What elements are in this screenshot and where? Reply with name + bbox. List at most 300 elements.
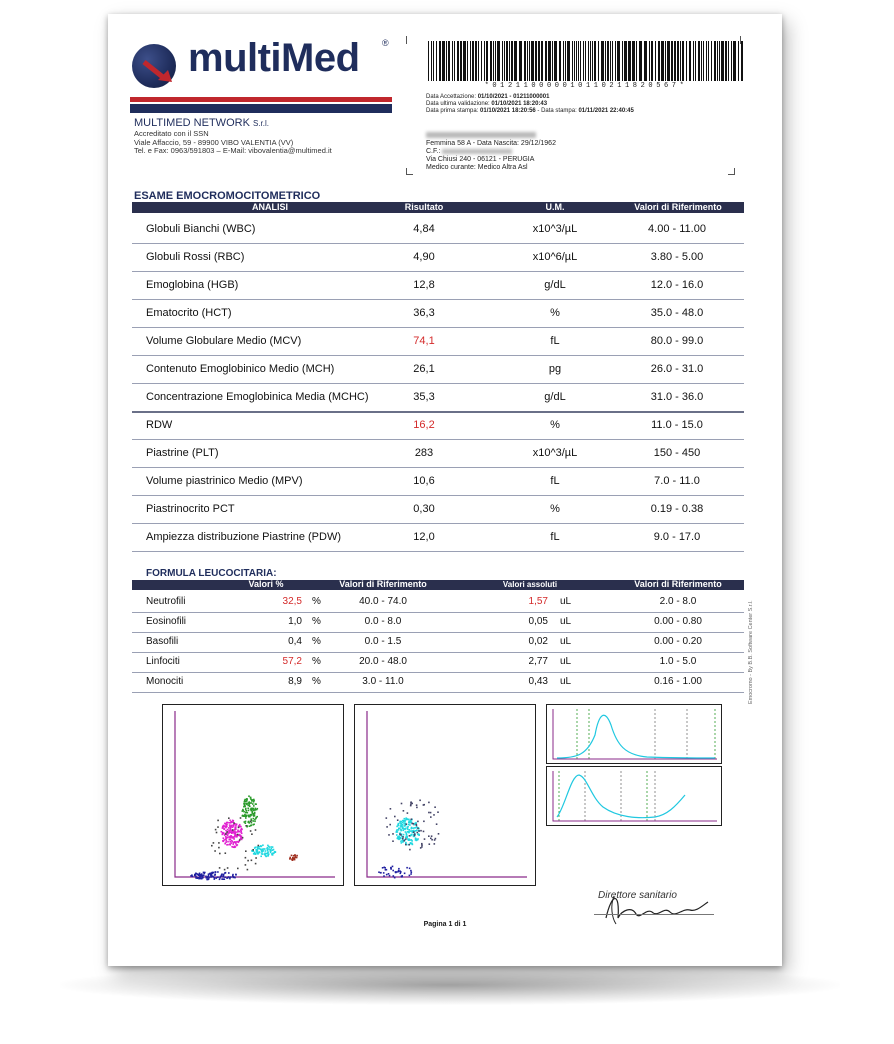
barcode-bar: [598, 41, 599, 81]
analysis-name: Contenuto Emoglobinico Medio (MCH): [146, 363, 335, 375]
plot-point: [228, 817, 230, 819]
pct-reference: 0.0 - 1.5: [364, 636, 402, 647]
plot-point: [251, 808, 253, 810]
plot-point: [410, 805, 412, 807]
plot-point: [411, 828, 413, 830]
barcode-bar: [601, 41, 604, 81]
plot-point: [245, 801, 247, 803]
plot-point: [428, 812, 430, 814]
pct-reference: 3.0 - 11.0: [362, 676, 404, 687]
exam-row: [132, 243, 744, 272]
plot-point: [386, 826, 388, 828]
plot-point: [239, 831, 241, 833]
barcode-bar: [541, 41, 543, 81]
unit-value: x10^6/µL: [532, 251, 578, 263]
barcode-bar: [580, 41, 581, 81]
plot-point: [253, 813, 255, 815]
barcode-bar: [677, 41, 679, 81]
plot-point: [403, 834, 405, 836]
plot-point: [217, 826, 219, 828]
plot-point: [218, 842, 220, 844]
plot-point: [404, 820, 406, 822]
unit-value: %: [550, 419, 560, 431]
barcode-bar: [708, 41, 709, 81]
plot-point: [396, 826, 398, 828]
plot-point: [227, 841, 229, 843]
plot-point: [410, 801, 412, 803]
wbc-scatterplot: [162, 704, 344, 886]
header-valori-assoluti: Valori assoluti: [502, 580, 558, 589]
plot-point: [403, 821, 405, 823]
corner-mark: [406, 168, 413, 175]
plot-point: [406, 867, 408, 869]
barcode-bar: [493, 41, 494, 81]
plot-point: [241, 833, 243, 835]
plot-point: [268, 846, 270, 848]
plot-point: [402, 841, 404, 843]
abs-reference: 0.00 - 0.80: [654, 616, 702, 627]
plot-point: [241, 829, 243, 831]
plot-point: [237, 868, 239, 870]
plot-point: [218, 847, 220, 849]
plot-point: [247, 860, 249, 862]
abs-value: 1,57: [528, 596, 548, 607]
plot-point: [411, 818, 413, 820]
plot-point: [211, 873, 213, 875]
header-um: U.M.: [545, 202, 565, 212]
plot-point: [252, 849, 254, 851]
plot-point: [265, 850, 267, 852]
plot-point: [413, 831, 415, 833]
plot-point: [428, 802, 430, 804]
barcode-bar: [442, 41, 445, 81]
exam-title: ESAME EMOCROMOCITOMETRICO: [134, 190, 321, 202]
histogram-curve: [557, 715, 715, 758]
plot-point: [417, 821, 419, 823]
plot-point: [421, 846, 423, 848]
plot-point: [386, 817, 388, 819]
plot-point: [256, 809, 258, 811]
plot-point: [247, 808, 249, 810]
plot-point: [421, 843, 423, 845]
barcode-bar: [475, 41, 477, 81]
plot-point: [423, 804, 425, 806]
plot-point: [248, 810, 250, 812]
formula-table-header: [132, 580, 744, 590]
pct-value: 0,4: [288, 636, 302, 647]
plot-point: [237, 831, 239, 833]
pct-value: 57,2: [282, 656, 302, 667]
plot-point: [221, 874, 223, 876]
barcode-bar: [524, 41, 526, 81]
plot-point: [424, 838, 426, 840]
barcode-bar: [665, 41, 666, 81]
plot-point: [409, 849, 411, 851]
result-value: 12,8: [413, 279, 435, 291]
barcode-bar: [535, 41, 537, 81]
plot-point: [398, 829, 400, 831]
reference-range: 7.0 - 11.0: [654, 475, 700, 487]
plot-point: [255, 857, 257, 859]
plot-point: [224, 826, 226, 828]
plot-point: [228, 836, 230, 838]
plot-point: [389, 875, 391, 877]
plot-point: [236, 823, 238, 825]
plot-point: [253, 808, 255, 810]
plot-point: [416, 824, 418, 826]
abs-unit: uL: [560, 596, 572, 607]
reference-range: 3.80 - 5.00: [650, 251, 704, 263]
header-riferimento: Valori di Riferimento: [634, 202, 722, 212]
plot-point: [410, 830, 412, 832]
plot-point: [214, 874, 216, 876]
barcode-bar: [725, 41, 727, 81]
reference-range: 0.19 - 0.38: [650, 503, 704, 515]
plot-point: [405, 831, 407, 833]
leukocyte-name: Eosinofili: [146, 616, 187, 627]
plot-point: [384, 867, 386, 869]
barcode-bar: [607, 41, 609, 81]
plot-point: [235, 843, 237, 845]
plot-point: [226, 831, 228, 833]
redacted-cf: [442, 149, 512, 154]
plot-point: [234, 827, 236, 829]
reference-range: 150 - 450: [653, 447, 701, 459]
plot-point: [235, 832, 237, 834]
barcode-bar: [655, 41, 656, 81]
plot-point: [199, 873, 201, 875]
plot-point: [258, 845, 260, 847]
plot-point: [388, 873, 390, 875]
plot-point: [412, 827, 414, 829]
plot-point: [226, 840, 228, 842]
barcode-bar: [728, 41, 729, 81]
plot-point: [217, 820, 219, 822]
unit-value: %: [550, 503, 560, 515]
logo-arrow-icon: [142, 58, 176, 84]
plot-point: [401, 842, 403, 844]
plot-point: [291, 855, 293, 857]
plot-point: [435, 838, 437, 840]
plot-point: [402, 838, 404, 840]
plot-point: [406, 834, 408, 836]
plot-point: [215, 871, 217, 873]
barcode-bar: [563, 41, 564, 81]
barcode-bar: [686, 41, 687, 81]
plot-point: [423, 821, 425, 823]
barcode-bar: [661, 41, 664, 81]
acceptance-info: Data Accettazione: 01/10/2021 - 01211000001 Data ultima validazione: 01/10/2021 18:20:43 Data prima stampa: 01/10/2021 18:20:56 - Data stampa: 01/11/2021 22:40:45: [426, 94, 634, 114]
barcode-bar: [484, 41, 485, 81]
rbc-histogram: [546, 704, 722, 764]
exam-row: [132, 467, 744, 496]
plot-point: [219, 879, 221, 881]
leukocyte-name: Neutrofili: [146, 596, 186, 607]
plot-point: [410, 873, 412, 875]
logo-registered-mark: ®: [382, 38, 389, 48]
barcode-bar: [636, 41, 637, 81]
plot-point: [248, 822, 250, 824]
barcode-bar: [644, 41, 647, 81]
barcode-bar: [567, 41, 570, 81]
plot-point: [417, 834, 419, 836]
barcode-bar: [565, 41, 566, 81]
exam-row: [132, 299, 744, 328]
plot-point: [234, 846, 236, 848]
plot-point: [238, 827, 240, 829]
header-valori-pct: Valori %: [248, 579, 284, 589]
plot-point: [224, 839, 226, 841]
plot-point: [398, 823, 400, 825]
barcode-bar: [706, 41, 707, 81]
plot-point: [244, 814, 246, 816]
plot-point: [233, 824, 235, 826]
plot-point: [229, 824, 231, 826]
plot-point: [245, 850, 247, 852]
barcode-bar: [703, 41, 704, 81]
barcode-bar: [433, 41, 434, 81]
barcode-bar: [693, 41, 694, 81]
barcode-bar: [610, 41, 611, 81]
plot-point: [431, 839, 433, 841]
plot-point: [405, 817, 407, 819]
barcode-bar: [583, 41, 584, 81]
barcode-bar: [509, 41, 510, 81]
plot-point: [245, 812, 247, 814]
analysis-name: Volume Globulare Medio (MCV): [146, 335, 302, 347]
baso-scatterplot: [354, 704, 536, 886]
plot-point: [402, 827, 404, 829]
company-address: Accreditato con il SSN Viale Affaccio, 59 - 89900 VIBO VALENTIA (VV) Tel. e Fax: 0963/591803 – E-Mail: vibovalentia@multimed.it: [134, 129, 332, 155]
barcode-bar: [481, 41, 482, 81]
software-credit: Emocromo - By B.B. Software Center S.r.l.: [748, 600, 754, 704]
plot-point: [293, 855, 295, 857]
plot-point: [396, 871, 398, 873]
header-blue-bar: [130, 104, 392, 113]
plot-point: [231, 842, 233, 844]
plot-point: [246, 798, 248, 800]
barcode-bar: [495, 41, 496, 81]
plot-point: [227, 829, 229, 831]
plot-point: [255, 829, 257, 831]
plot-point: [434, 839, 436, 841]
plot-point: [413, 823, 415, 825]
plot-point: [410, 834, 412, 836]
plot-point: [395, 871, 397, 873]
plot-point: [245, 825, 247, 827]
unit-value: x10^3/µL: [532, 447, 578, 459]
unit-value: pg: [548, 363, 562, 375]
plot-point: [264, 853, 266, 855]
result-value: 283: [414, 447, 434, 459]
plot-point: [291, 858, 293, 860]
analysis-name: Emoglobina (HGB): [146, 279, 239, 291]
plot-point: [414, 835, 416, 837]
barcode-bar: [731, 41, 732, 81]
plot-point: [253, 805, 255, 807]
plot-point: [407, 828, 409, 830]
plot-point: [239, 839, 241, 841]
plot-point: [242, 810, 244, 812]
plot-point: [380, 872, 382, 874]
plot-point: [408, 831, 410, 833]
exam-row: [132, 439, 744, 468]
plot-point: [268, 855, 270, 857]
plot-point: [247, 812, 249, 814]
result-value: 35,3: [413, 391, 435, 403]
plot-point: [228, 832, 230, 834]
barcode-bar: [497, 41, 500, 81]
abs-unit: uL: [560, 676, 572, 687]
plot-point: [203, 872, 205, 874]
plot-point: [232, 829, 234, 831]
plt-histogram: [546, 766, 722, 826]
analysis-name: Piastrinocrito PCT: [146, 503, 235, 515]
plot-point: [233, 820, 235, 822]
exam-row: [132, 271, 744, 300]
plot-point: [229, 844, 231, 846]
pct-value: 1,0: [288, 616, 302, 627]
plot-point: [417, 828, 419, 830]
exam-table-header: [132, 202, 744, 213]
page-number: Pagina 1 di 1: [423, 921, 467, 928]
plot-point: [232, 843, 234, 845]
exam-row: [132, 327, 744, 356]
plot-point: [210, 876, 212, 878]
barcode-bar: [738, 41, 739, 81]
plot-point: [226, 822, 228, 824]
plot-point: [250, 818, 252, 820]
plot-point: [392, 840, 394, 842]
plot-point: [400, 826, 402, 828]
barcode-bar: [615, 41, 616, 81]
plot-point: [248, 795, 250, 797]
exam-row: [132, 495, 744, 524]
plot-point: [258, 852, 260, 854]
result-value: 4,90: [413, 251, 435, 263]
director-title: Direttore sanitario: [598, 890, 677, 901]
result-value: 0,30: [413, 503, 435, 515]
abs-value: 2,77: [528, 656, 548, 667]
unit-value: fL: [550, 475, 560, 487]
plot-point: [386, 874, 388, 876]
plot-point: [267, 850, 269, 852]
barcode-bar: [490, 41, 492, 81]
plot-point: [252, 803, 254, 805]
corner-mark: [406, 36, 413, 44]
barcode: [428, 41, 744, 81]
plot-point: [221, 831, 223, 833]
barcode-bar: [552, 41, 553, 81]
plot-point: [191, 874, 193, 876]
barcode-bar: [545, 41, 547, 81]
plot-point: [253, 853, 255, 855]
barcode-bar: [689, 41, 691, 81]
plot-point: [397, 838, 399, 840]
abs-unit: uL: [560, 616, 572, 627]
plot-point: [228, 876, 230, 878]
barcode-bar: [472, 41, 474, 81]
plot-point: [223, 832, 225, 834]
barcode-bar: [624, 41, 627, 81]
barcode-bar: [436, 41, 437, 81]
plot-point: [411, 872, 413, 874]
header-riferimento-pct: Valori di Riferimento: [339, 579, 427, 589]
plot-point: [226, 824, 228, 826]
barcode-bar: [671, 41, 673, 81]
plot-point: [262, 844, 264, 846]
abs-unit: uL: [560, 656, 572, 667]
plot-point: [416, 829, 418, 831]
barcode-bar: [519, 41, 522, 81]
plot-point: [248, 805, 250, 807]
plot-point: [409, 875, 411, 877]
barcode-bar: [639, 41, 642, 81]
plot-point: [214, 850, 216, 852]
plot-point: [219, 853, 221, 855]
plot-point: [423, 831, 425, 833]
plot-point: [256, 816, 258, 818]
plot-point: [408, 824, 410, 826]
result-value: 10,6: [413, 475, 435, 487]
barcode-bar: [457, 41, 459, 81]
exam-row: [132, 355, 744, 384]
pct-value: 32,5: [282, 596, 302, 607]
plot-point: [249, 806, 251, 808]
barcode-bar: [651, 41, 653, 81]
plot-point: [262, 853, 264, 855]
plot-point: [249, 802, 251, 804]
plot-point: [214, 878, 216, 880]
plot-point: [232, 837, 234, 839]
barcode-bar: [454, 41, 455, 81]
plot-point: [398, 868, 400, 870]
plot-point: [251, 811, 253, 813]
plot-point: [265, 856, 267, 858]
abs-reference: 0.16 - 1.00: [654, 676, 702, 687]
plot-point: [408, 844, 410, 846]
plot-point: [410, 870, 412, 872]
plot-point: [235, 842, 237, 844]
barcode-number: *012110000010110211820567*: [484, 82, 688, 90]
barcode-bar: [506, 41, 508, 81]
plot-point: [216, 877, 218, 879]
plot-point: [231, 832, 233, 834]
barcode-bar: [701, 41, 702, 81]
abs-reference: 0.00 - 0.20: [654, 636, 702, 647]
barcode-bar: [717, 41, 718, 81]
plot-point: [250, 830, 252, 832]
plot-point: [254, 809, 256, 811]
plot-point: [233, 838, 235, 840]
plot-point: [235, 835, 237, 837]
plot-point: [411, 839, 413, 841]
plot-point: [242, 837, 244, 839]
plot-point: [225, 837, 227, 839]
plot-point: [415, 822, 417, 824]
corner-mark: [728, 168, 735, 175]
plot-point: [406, 823, 408, 825]
barcode-bar: [439, 41, 441, 81]
unit-value: fL: [550, 335, 560, 347]
plot-point: [254, 847, 256, 849]
exam-row: [132, 411, 744, 440]
barcode-bar: [594, 41, 596, 81]
analysis-name: Globuli Rossi (RBC): [146, 251, 245, 263]
redacted-name: [426, 132, 536, 138]
barcode-bar: [588, 41, 589, 81]
plot-point: [397, 819, 399, 821]
